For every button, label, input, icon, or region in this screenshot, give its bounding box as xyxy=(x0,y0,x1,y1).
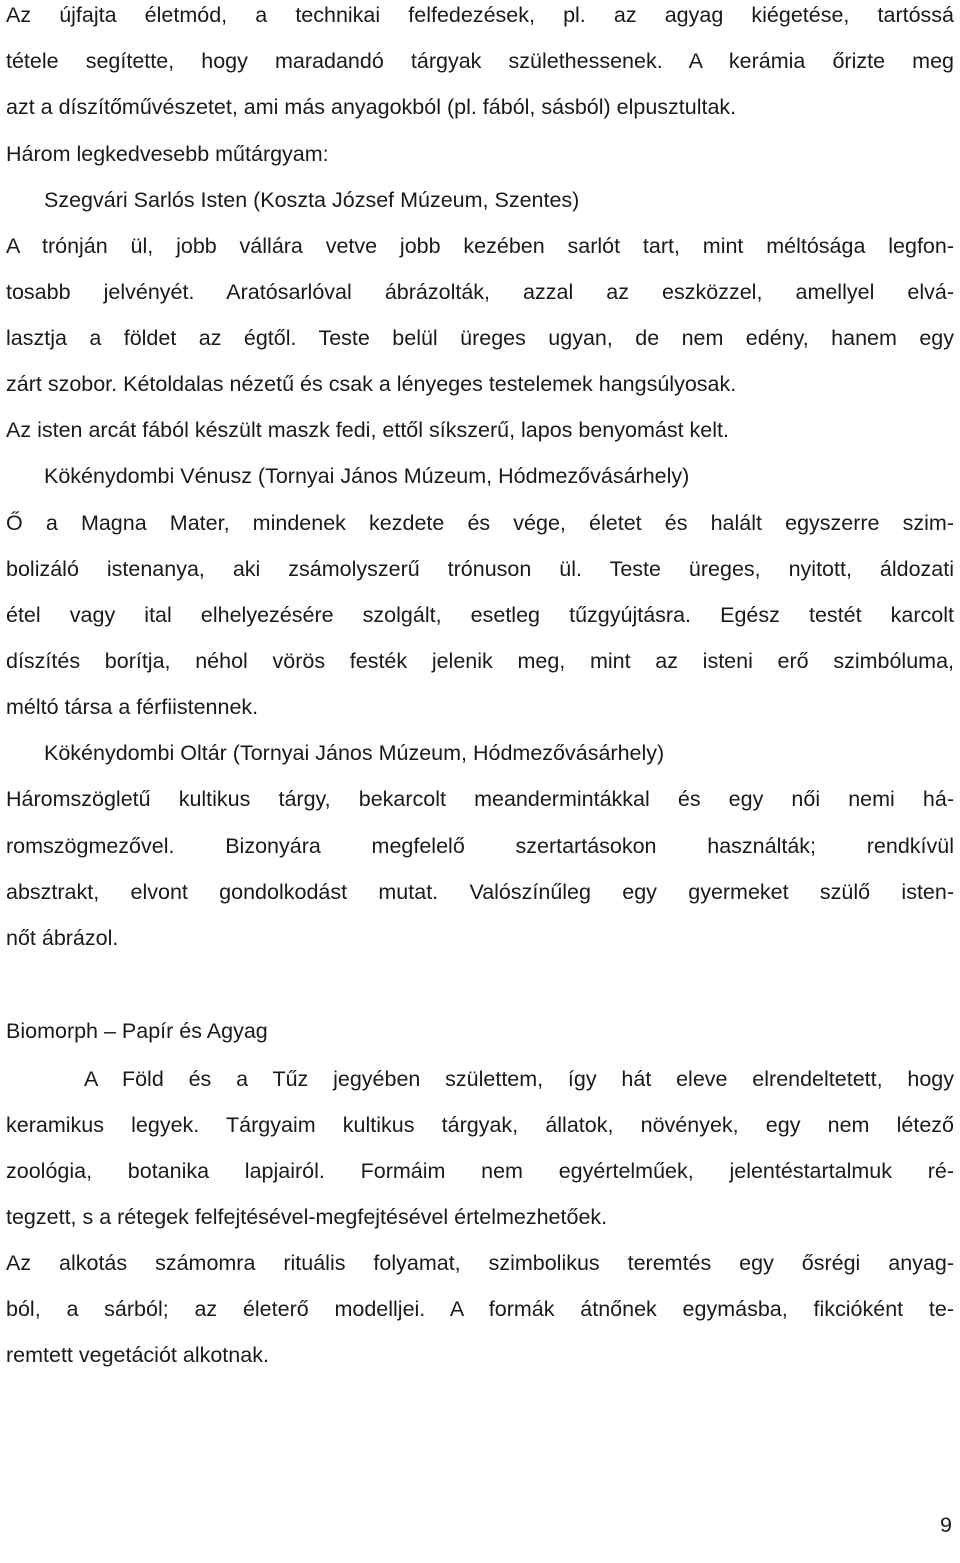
paragraph-line: azt a díszítőművészetet, ami más anyagokból (pl. fából, sásból) elpusztultak. xyxy=(6,95,737,119)
paragraph-line: A trónján ül, jobb vállára vetve jobb kezében sarlót tart, mint méltósága legfon- xyxy=(6,234,954,258)
section-heading: Kökénydombi Oltár (Tornyai János Múzeum, Hódmezővásárhely) xyxy=(44,741,665,765)
paragraph-line: díszítés borítja, néhol vörös festék jelenik meg, mint az isteni erő szimbóluma, xyxy=(6,649,954,673)
paragraph-line: remtett vegetációt alkotnak. xyxy=(6,1343,269,1367)
paragraph-line: Ő a Magna Mater, mindenek kezdete és vége, életet és halált egyszerre szim- xyxy=(6,511,954,535)
paragraph-line: étel vagy ital elhelyezésére szolgált, esetleg tűzgyújtásra. Egész testét karcolt xyxy=(6,603,954,627)
paragraph-line: tétele segítette, hogy maradandó tárgyak születhessenek. A kerámia őrizte meg xyxy=(6,49,954,73)
section-heading: Szegvári Sarlós Isten (Koszta József Múzeum, Szentes) xyxy=(44,188,580,212)
paragraph-line: Háromszögletű kultikus tárgy, bekarcolt meandermintákkal és egy női nemi há- xyxy=(6,787,954,811)
paragraph-line: Az alkotás számomra rituális folyamat, szimbolikus teremtés egy ősrégi anyag- xyxy=(6,1251,954,1275)
paragraph-line: absztrakt, elvont gondolkodást mutat. Valószínűleg egy gyermeket szülő isten- xyxy=(6,880,954,904)
paragraph-line: lasztja a földet az égtől. Teste belül üreges ugyan, de nem edény, hanem egy xyxy=(6,326,954,350)
paragraph-line: ból, a sárból; az életerő modelljei. A formák átnőnek egymásba, fikcióként te- xyxy=(6,1297,954,1321)
paragraph-line: keramikus legyek. Tárgyaim kultikus tárgyak, állatok, növények, egy nem létező xyxy=(6,1113,954,1137)
page-number: 9 xyxy=(940,1513,952,1537)
paragraph-line: zoológia, botanika lapjairól. Formáim nem egyértelműek, jelentéstartalmuk ré- xyxy=(6,1159,954,1183)
paragraph-line: nőt ábrázol. xyxy=(6,926,119,950)
paragraph-line: bolizáló istenanya, aki zsámolyszerű trónuson ül. Teste üreges, nyitott, áldozati xyxy=(6,557,954,581)
paragraph-line: Az újfajta életmód, a technikai felfedezések, pl. az agyag kiégetése, tartóssá xyxy=(6,3,954,27)
paragraph-line: méltó társa a férfiistennek. xyxy=(6,695,259,719)
paragraph-line: zárt szobor. Kétoldalas nézetű és csak a lényeges testelemek hangsúlyosak. xyxy=(6,372,737,396)
paragraph-line: tosabb jelvényét. Aratósarlóval ábrázolták, azzal az eszközzel, amellyel elvá- xyxy=(6,280,954,304)
paragraph-line: Az isten arcát fából készült maszk fedi, ettől síkszerű, lapos benyomást kelt. xyxy=(6,418,729,442)
paragraph-line: tegzett, s a rétegek felfejtésével-megfejtésével értelmezhetőek. xyxy=(6,1205,608,1229)
paragraph-line: A Föld és a Tűz jegyében születtem, így hát eleve elrendeltetett, hogy xyxy=(84,1067,954,1091)
paragraph-line: romszögmezővel. Bizonyára megfelelő szertartásokon használták; rendkívül xyxy=(6,834,954,858)
section-title: Biomorph – Papír és Agyag xyxy=(6,1019,268,1043)
section-heading: Kökénydombi Vénusz (Tornyai János Múzeum, Hódmezővásárhely) xyxy=(44,464,690,488)
paragraph-line: Három legkedvesebb műtárgyam: xyxy=(6,142,329,166)
